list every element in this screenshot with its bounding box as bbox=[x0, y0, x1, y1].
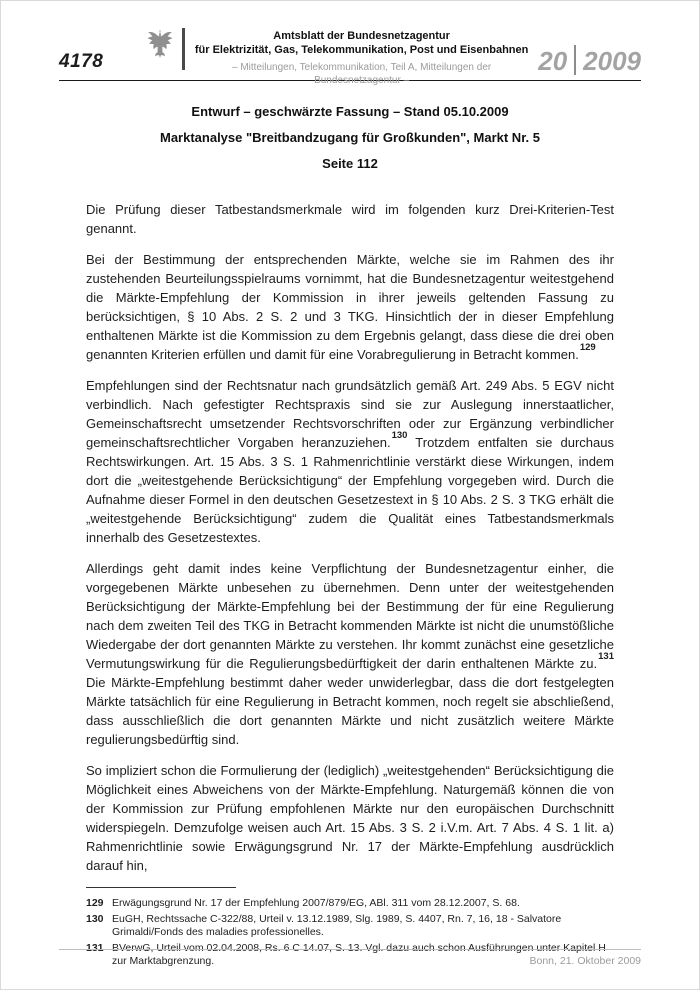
footnote-ref: 129 bbox=[579, 341, 596, 353]
body-text bbox=[86, 200, 614, 875]
footer-rule bbox=[59, 949, 641, 950]
doc-title-line1: Entwurf – geschwärzte Fassung – Stand 05.10.2009 bbox=[191, 104, 509, 119]
paragraph: Die Prüfung dieser Tatbestandsmerkmale wird im folgenden kurz Drei-Kriterien-Test genannt. bbox=[86, 202, 614, 236]
footnote bbox=[86, 897, 614, 911]
footnote-ref: 130 bbox=[391, 429, 408, 441]
footnote-separator bbox=[86, 887, 236, 888]
footnote-text: Erwägungsgrund Nr. 17 der Empfehlung 2007/879/EG, ABl. 311 vom 28.12.2007, S. 68. bbox=[112, 897, 520, 909]
footnote-text: EuGH, Rechtssache C-322/88, Urteil v. 13.12.1989, Slg. 1989, S. 4407, Rn. 7, 16, 18 - Salvatore Grimaldi/Fonds des maladies professionelles. bbox=[112, 912, 562, 938]
issue-year: 2009 bbox=[583, 46, 641, 76]
footnote-ref: 131 bbox=[598, 650, 614, 662]
masthead-title-line1: Amtsblatt der Bundesnetzagentur bbox=[273, 30, 450, 42]
footnote-number: 129 bbox=[86, 897, 104, 909]
masthead-subtitle: – Mitteilungen, Telekommunikation, Teil A, Mitteilungen der Bundesnetzagentur – bbox=[232, 62, 492, 86]
page-header bbox=[59, 27, 641, 86]
footnote-number: 131 bbox=[86, 941, 104, 954]
footnote bbox=[86, 913, 614, 940]
federal-eagle-icon bbox=[147, 28, 175, 67]
issue-number bbox=[538, 45, 641, 75]
page-footer bbox=[59, 949, 641, 967]
header-masthead bbox=[185, 27, 538, 87]
footnote-number: 130 bbox=[86, 912, 104, 925]
paragraph: So impliziert schon die Formulierung der (lediglich) „weitestgehenden“ Berücksichtigung die Möglichkeit eines Abweichens von der Märkte-Empfehlung. Naturgemäß können die von der Kommission zur Prüfung empfohlenen Märkte nur den europäischen Durchschnitt widerspiegeln. Demzufolge weisen auch Art. 15 Abs. 3 S. 2 i.V.m. Art. 7 Abs. 4 S. 1 lit. a) Rahmenrichtlinie sowie Erwägungsgrund Nr. 17 der Märkte-Empfehlung ausdrücklich darauf hin, bbox=[86, 763, 614, 873]
document-page bbox=[1, 1, 699, 989]
paragraph: Empfehlungen sind der Rechtsnatur nach grundsätzlich gemäß Art. 249 Abs. 5 EGV nicht verbindlich. Nach gefestigter Rechtspraxis sind sie zur Auslegung innerstaatlicher, Gemeinschaftsrecht umsetzender Rechtsvorschriften oder zur Ergänzung verbindlicher gemeinschaftsrechtlicher Vorgaben heranzuziehen.$^{130}$ Trotzdem entfalten sie durchaus Rechtswirkungen. Art. 15 Abs. 3 S. 1 Rahmenrichtlinie verstärkt diese Wirkungen, indem dort die „weitestgehende Berücksichtigung“ der Empfehlung vorgegeben wird. Durch die Aufnahme dieser Formel in den deutschen Gesetzestext in § 10 Abs. 2 S. 3 TKG erhält die „weitestgehende Berücksichtigung“ zudem die Qualität eines Tatbestandsmerkmals innerhalb des Gesetzestextes. bbox=[86, 378, 614, 545]
masthead-title-line2: für Elektrizität, Gas, Telekommunikation, Post und Eisenbahnen bbox=[194, 44, 529, 56]
footnote-text: BVerwG, Urteil vom 02.04.2008, Rs. 6 C 14.07, S. 13. Vgl. dazu auch schon Ausführungen unter Kapitel H zur Marktabgrenzung. bbox=[112, 941, 606, 967]
doc-title-line2: Marktanalyse "Breitbandzugang für Großkunden", Markt Nr. 5 bbox=[159, 130, 540, 145]
doc-title-line3: Seite 112 bbox=[322, 156, 378, 171]
page-number: 4178 bbox=[59, 51, 104, 72]
footer-date: Bonn, 21. Oktober 2009 bbox=[529, 955, 641, 967]
paragraph: Bei der Bestimmung der entsprechenden Märkte, welche sie im Rahmen des ihr zustehenden Beurteilungsspielraums vornimmt, hat die Bundesnetzagentur weitestgehend die Märkte-Empfehlung der Kommission in ihrer jeweils geltenden Fassung zu berücksichtigen, § 10 Abs. 2 S. 2 und 3 TKG. Hinsichtlich der in dieser Empfehlung enthaltenen Märkte ist die Kommission zu dem Ergebnis gelangt, dass diese die drei oben genannten Kriterien erfüllen und damit für eine Vorabregulierung in Betracht kommen.$^{129}$ bbox=[86, 252, 614, 362]
paragraph: Allerdings geht damit indes keine Verpflichtung der Bundesnetzagentur einher, die vorgegebenen Märkte unbesehen zu übernehmen. Denn unter der weitestgehenden Berücksichtigung der Märkte-Empfehlung bei der Bestimmung der für eine Regulierung nach dem zweiten Teil des TKG in Betracht kommenden Märkte ist nicht die unumstößliche Wiedergabe der dort genannten Märkte zu verstehen. Ihr kommt zunächst eine gesetzliche Vermutungswirkung für die Regulierungsbedürftigkeit der darin enthaltenen Märkte zu.$^{131}$ Die Märkte-Empfehlung bestimmt daher weder unwiderlegbar, dass die dort festgelegten Märkte tatsächlich für eine Regulierung in Betracht kommen, noch regelt sie abschließend, dass ausschließlich die dort genannten Märkte und nicht zusätzlich weitere Märkte regulierungsbedürftig sind. bbox=[86, 561, 614, 747]
issue-no: 20 bbox=[538, 46, 568, 76]
document-title bbox=[59, 99, 641, 177]
bundesnetzagentur-logo bbox=[147, 28, 185, 70]
issue-divider-bar bbox=[574, 45, 576, 75]
